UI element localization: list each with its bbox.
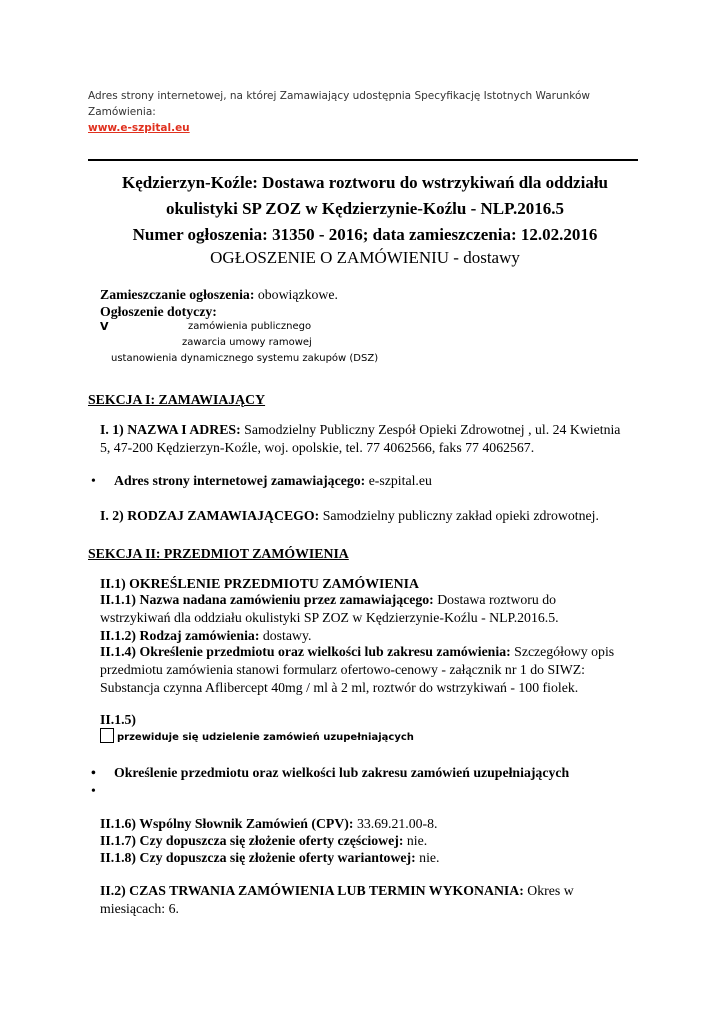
siwz-link[interactable]: www.e-szpital.eu xyxy=(88,122,190,134)
subject-heading: II.1) OKREŚLENIE PRZEDMIOTU ZAMÓWIENIA xyxy=(100,576,419,591)
empty-bullet-icon: • xyxy=(91,783,96,798)
duration-value: Okres w miesiącach: 6. xyxy=(100,883,574,916)
partial-offer-label: II.1.7) Czy dopuszcza się złożenie oferty częściowej: xyxy=(100,833,404,848)
variant-offer-label: II.1.8) Czy dopuszcza się złożenie oferty wariantowej: xyxy=(100,850,416,865)
supplementary-checkbox-label: przewiduje się udzielenie zamówień uzupełniających xyxy=(117,732,414,743)
supplementary-checkbox[interactable] xyxy=(100,728,114,743)
cpv-value: 33.69.21.00-8. xyxy=(356,816,438,831)
option-public-order: zamówienia publicznego xyxy=(188,321,312,332)
order-kind-value: dostawy. xyxy=(262,628,312,643)
concerns-label: Ogłoszenie dotyczy: xyxy=(100,304,217,319)
header-divider xyxy=(88,159,638,161)
title-line-2: okulistyki SP ZOZ w Kędzierzynie-Koźlu - NLP.2016.5 xyxy=(166,199,564,218)
website-bullet xyxy=(114,472,634,490)
order-description-value: Szczegółowy opis przedmiotu zamówienia stanowi formularz ofertowo-cenowy - załącznik nr 1 do SIWZ: Substancja czynna Aflibercept 40mg / ml à 2 ml, roztwór do wstrzykiwań - 100 fiolek. xyxy=(100,644,615,695)
title-line-1: Kędzierzyn-Koźle: Dostawa roztworu do wstrzykiwań dla oddziału xyxy=(121,173,609,192)
section-2-heading: SEKCJA II: PRZEDMIOT ZAMÓWIENIA xyxy=(88,546,349,561)
supplementary-checkbox-row xyxy=(100,728,414,746)
partial-offer-value: nie. xyxy=(406,833,428,848)
section-1-heading: SEKCJA I: ZAMAWIAJĄCY xyxy=(88,392,266,407)
order-kind-label: II.1.2) Rodzaj zamówienia: xyxy=(100,628,260,643)
order-name-label: II.1.1) Nazwa nadana zamówieniu przez zamawiającego: xyxy=(100,592,434,607)
check-mark: V xyxy=(100,320,109,333)
item-1-1-5-label: II.1.5) xyxy=(100,712,137,727)
website-label: Adres strony internetowej zamawiającego: xyxy=(114,473,366,488)
siwz-note-text: Adres strony internetowej, na której Zamawiający udostępnia Specyfikację Istotnych Warunków Zamówienia: xyxy=(88,90,591,118)
variant-offer-line xyxy=(100,849,620,867)
order-description xyxy=(100,643,620,697)
option-framework-agreement: zawarcia umowy ramowej xyxy=(182,337,312,348)
placing-line xyxy=(100,286,640,304)
title-line-3: Numer ogłoszenia: 31350 - 2016; data zamieszczenia: 12.02.2016 xyxy=(132,225,598,244)
duration-line xyxy=(100,882,625,918)
authority-type-label: I. 2) RODZAJ ZAMAWIAJĄCEGO: xyxy=(100,508,320,523)
name-address-label: I. 1) NAZWA I ADRES: xyxy=(100,422,241,437)
cpv-label: II.1.6) Wspólny Słownik Zamówień (CPV): xyxy=(100,816,354,831)
duration-label: II.2) CZAS TRWANIA ZAMÓWIENIA LUB TERMIN WYKONANIA: xyxy=(100,883,524,898)
option-dsz: ustanowienia dynamicznego systemu zakupów (DSZ) xyxy=(111,353,379,364)
contracting-authority-address xyxy=(100,421,630,457)
variant-offer-value: nie. xyxy=(419,850,440,865)
website-value[interactable]: e-szpital.eu xyxy=(368,473,432,488)
order-name-value: Dostawa roztworu do wstrzykiwań dla oddziału okulistyki SP ZOZ w Kędzierzynie-Koźlu - NLP.2016.5. xyxy=(100,592,559,625)
partial-offer-line xyxy=(100,832,620,850)
cpv-line xyxy=(100,815,620,833)
placing-label: Zamieszczanie ogłoszenia: xyxy=(100,287,255,302)
siwz-note xyxy=(88,88,628,136)
notice-title xyxy=(80,170,650,248)
name-address-value: Samodzielny Publiczny Zespół Opieki Zdrowotnej , ul. 24 Kwietnia 5, 47-200 Kędzierzyn-Koźle, woj. opolskie, tel. 77 4062566, faks 77 4062567. xyxy=(100,422,621,455)
notice-subtitle: OGŁOSZENIE O ZAMÓWIENIU - dostawy xyxy=(210,248,520,267)
order-description-label: II.1.4) Określenie przedmiotu oraz wielkości lub zakresu zamówienia: xyxy=(100,644,511,659)
order-name xyxy=(100,591,620,627)
placing-value: obowiązkowe. xyxy=(257,287,338,302)
authority-type xyxy=(100,507,640,525)
authority-type-value: Samodzielny publiczny zakład opieki zdrowotnej. xyxy=(322,508,599,523)
supplementary-scope-bullet: • Określenie przedmiotu oraz wielkości lub zakresu zamówień uzupełniających xyxy=(114,764,634,782)
